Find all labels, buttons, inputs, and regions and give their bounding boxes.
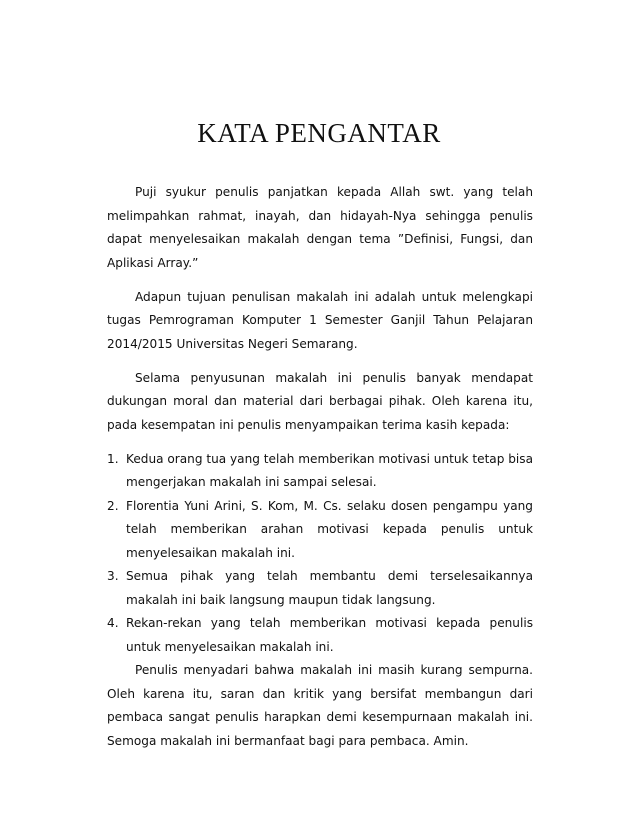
page-title: KATA PENGANTAR: [197, 118, 441, 148]
paragraph-purpose: Adapun tujuan penulisan makalah ini adalah untuk melengkapi tugas Pemrograman Komputer 1 Semester Ganjil Tahun Pelajaran 2014/2015 Universitas Negeri Semarang.: [107, 289, 533, 351]
list-item-text: Kedua orang tua yang telah memberikan motivasi untuk tetap bisa mengerjakan makalah ini sampai selesai.: [126, 451, 533, 489]
acknowledgement-list: [107, 448, 533, 660]
paragraph-closing: Penulis menyadari bahwa makalah ini masih kurang sempurna. Oleh karena itu, saran dan kritik yang bersifat membangun dari pembaca sangat penulis harapkan demi kesempurnaan makalah ini. Semoga makalah ini bermanfaat bagi para pembaca. Amin.: [107, 663, 533, 748]
paragraph-thanks-intro: Selama penyusunan makalah ini penulis banyak mendapat dukungan moral dan material dari berbagai pihak. Oleh karena itu, pada kesempatan ini penulis menyampaikan terima kasih kepada:: [107, 370, 533, 432]
list-item-text: Florentia Yuni Arini, S. Kom, M. Cs. selaku dosen pengampu yang telah memberikan arahan motivasi kepada penulis untuk menyelesaikan makalah ini.: [126, 498, 533, 560]
list-item-text: Rekan-rekan yang telah memberikan motivasi kepada penulis untuk menyelesaikan makalah ini.: [126, 616, 533, 654]
list-item-number: 1.: [107, 451, 119, 466]
document-body: [107, 181, 533, 753]
list-item: [107, 612, 533, 659]
list-item: [107, 495, 533, 566]
list-item: [107, 565, 533, 612]
paragraph-gratitude: Puji syukur penulis panjatkan kepada Allah swt. yang telah melimpahkan rahmat, inayah, dan hidayah-Nya sehingga penulis dapat menyelesaikan makalah dengan tema ”Definisi, Fungsi, dan Aplikasi Array.”: [107, 185, 533, 270]
list-item-number: 4.: [107, 616, 119, 630]
list-item-number: 2.: [107, 498, 119, 513]
list-item-number: 3.: [107, 569, 119, 583]
list-item-text: Semua pihak yang telah membantu demi terselesaikannya makalah ini baik langsung maupun tidak langsung.: [126, 569, 533, 607]
list-item: [107, 448, 533, 495]
